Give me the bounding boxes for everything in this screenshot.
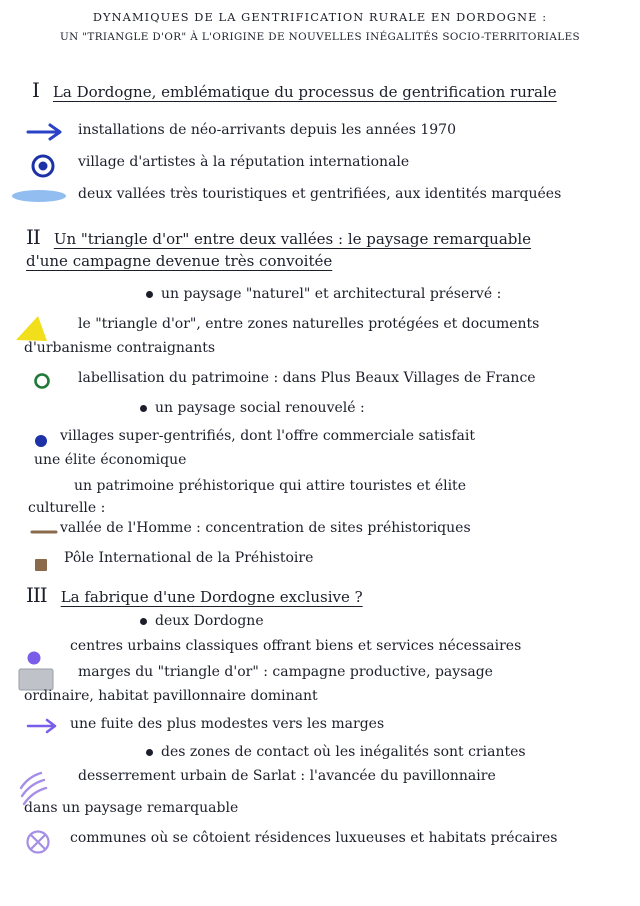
sub-heading-patrimoine-prehistorique: un patrimoine préhistorique qui attire touristes et élite xyxy=(74,478,466,494)
section-1-number: I xyxy=(32,78,39,102)
brown-square-icon xyxy=(32,556,50,574)
blue-ring-dot-icon xyxy=(30,153,56,179)
bullet-dot xyxy=(140,405,147,412)
light-blue-stroke-icon xyxy=(10,184,68,208)
sub-heading-paysage-naturel: un paysage "naturel" et architectural préservé : xyxy=(146,286,501,302)
legend-item-communes-cotoient: communes où se côtoient résidences luxueuses et habitats précaires xyxy=(70,830,558,846)
section-2-number: II xyxy=(26,225,40,249)
bullet-dot xyxy=(146,291,153,298)
legend-item-desserrement-sarlat: desserrement urbain de Sarlat : l'avancée du pavillonnaire xyxy=(78,768,496,784)
brown-line-icon xyxy=(30,525,58,539)
legend-item-desserrement-sarlat-cont: dans un paysage remarquable xyxy=(24,800,239,816)
legend-item-labellisation: labellisation du patrimoine : dans Plus Beaux Villages de France xyxy=(78,370,536,386)
legend-item-marges-triangle: marges du "triangle d'or" : campagne productive, paysage xyxy=(78,664,493,680)
sub-heading-patrimoine-prehistorique-cont: culturelle : xyxy=(28,500,106,516)
sub-heading-paysage-social: un paysage social renouvelé : xyxy=(140,400,365,416)
legend-item-centres-urbains: centres urbains classiques offrant biens et services nécessaires xyxy=(70,638,522,654)
legend-item-village-artistes: village d'artistes à la réputation internationale xyxy=(78,154,410,170)
legend-item-neo-arrivants: installations de néo-arrivants depuis les années 1970 xyxy=(78,122,456,138)
section-2-title-cont: d'une campagne devenue très convoitée xyxy=(26,252,333,270)
section-3-title: La fabrique d'une Dordogne exclusive ? xyxy=(60,588,363,606)
legend-item-triangle-or-cont: d'urbanisme contraignants xyxy=(24,340,216,356)
section-1-title: La Dordogne, emblématique du processus de gentrification rurale xyxy=(52,83,557,101)
section-3-number: III xyxy=(26,583,47,607)
title-line-1: DYNAMIQUES DE LA GENTRIFICATION RURALE EN DORDOGNE : xyxy=(92,10,548,24)
section-3-heading xyxy=(26,583,363,607)
purple-arrow-icon xyxy=(26,716,60,736)
legend-item-villages-super-gentrifies: villages super-gentrifiés, dont l'offre commerciale satisfait xyxy=(60,428,475,444)
blue-arrow-icon xyxy=(26,122,66,142)
legend-item-deux-vallees: deux vallées très touristiques et gentrifiées, aux identités marquées xyxy=(78,186,562,202)
title-line-2: UN "TRIANGLE D'OR" À L'ORIGINE DE NOUVELLES INÉGALITÉS SOCIO-TERRITORIALES xyxy=(59,31,581,43)
lilac-crossed-circle-icon xyxy=(24,828,52,856)
section-2-heading xyxy=(26,225,531,249)
section-2-title: Un "triangle d'or" entre deux vallées : le paysage remarquable xyxy=(53,230,532,248)
legend-item-pole-prehistoire: Pôle International de la Préhistoire xyxy=(64,550,314,566)
green-circle-icon xyxy=(32,371,52,391)
section-1-heading xyxy=(32,78,557,102)
legend-item-vallee-homme: vallée de l'Homme : concentration de sites préhistoriques xyxy=(60,520,471,536)
legend-item-villages-super-gentrifies-cont: une élite économique xyxy=(34,452,187,468)
legend-item-marges-triangle-cont: ordinaire, habitat pavillonnaire dominant xyxy=(24,688,318,704)
legend-item-triangle-or: le "triangle d'or", entre zones naturelles protégées et documents xyxy=(78,316,540,332)
bullet-dot xyxy=(140,618,147,625)
sub-heading-zones-contact: des zones de contact où les inégalités sont criantes xyxy=(146,744,526,760)
purple-dot-icon xyxy=(24,648,44,668)
sub-heading-deux-dordogne: deux Dordogne xyxy=(140,613,264,629)
navy-dot-icon xyxy=(32,432,50,450)
bullet-dot xyxy=(146,749,153,756)
legend-item-fuite-modestes: une fuite des plus modestes vers les marges xyxy=(70,716,385,732)
